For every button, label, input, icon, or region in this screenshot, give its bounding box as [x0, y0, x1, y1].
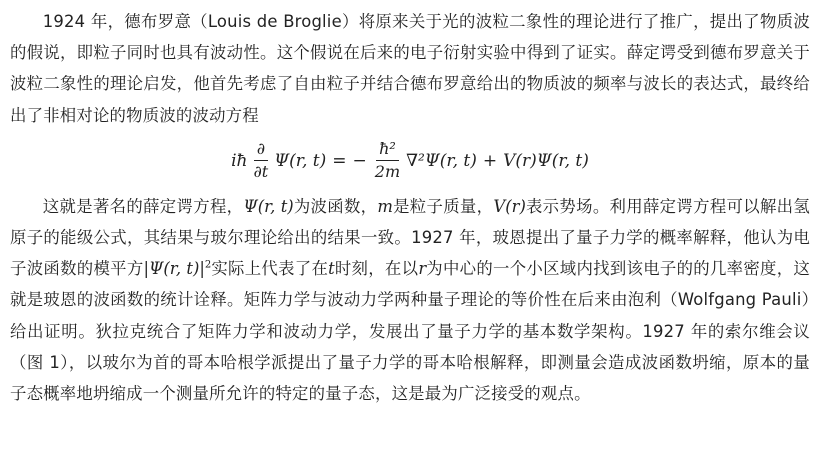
eq-equals: = [332, 150, 347, 171]
eq-wavefunction-lhs: Ψ(r, t) [274, 150, 327, 171]
eq-hbar-squared: ħ² [376, 139, 399, 161]
para2-text-5: 实际上代表了在 [211, 259, 329, 279]
eq-time-derivative-fraction [250, 139, 271, 182]
eq-two-m: 2m [374, 162, 401, 182]
para2-text-2: 为波函数， [293, 196, 378, 216]
eq-i-hbar: iħ [231, 150, 248, 171]
eq-potential-term: V(r)Ψ(r, t) [503, 150, 589, 171]
para2-text-7: 为中心的一个小区域内找到该电子的的几率密度，这就是玻恩的波函数的统计诠释。矩阵力学与波动力学两种量子理论的等价性在后来由泡利（Wolfgang Pauli）给出证明。狄拉克统合了矩阵力学和波动力学，发展出了量子力学的基本数学架构。1927 年的索尔维会议（图 1），以玻尔为首的哥本哈根学派提出了量子力学的哥本哈根解释，即测量会造成波函数坍缩，原本的量子态概率地坍缩成一个测量所允许的特定的量子态，这是最为广泛接受的观点。 [10, 259, 810, 404]
inline-wavefunction: Ψ(r, t) [243, 196, 294, 216]
eq-partial-numerator: ∂ [254, 139, 268, 161]
eq-plus: + [482, 150, 498, 171]
para2-text-3: 是粒子质量， [392, 196, 494, 216]
paragraph-explanation [10, 191, 810, 409]
schrodinger-equation [10, 131, 810, 191]
inline-potential-symbol: V(r) [493, 196, 526, 216]
para2-text-1: 这就是著名的薛定谔方程， [42, 196, 244, 216]
eq-minus: − [352, 150, 367, 171]
inline-modulus-exponent: 2 [204, 259, 212, 271]
equation-row [231, 139, 589, 182]
eq-laplacian-term: ∇²Ψ(r, t) [406, 150, 477, 171]
eq-kinetic-fraction [372, 139, 403, 182]
eq-partial-denominator: ∂t [253, 162, 269, 182]
inline-time-symbol: t [328, 259, 335, 279]
para2-text-6: 时刻，在以 [334, 259, 419, 279]
inline-mass-symbol: m [377, 196, 393, 216]
para2-text-4: 表示势场。利用薛定谔方程可以解出氢原子的能级公式，其结果与玻尔理论给出的结果一致。1927 年，玻恩提出了量子力学的概率解释，他认为电子波函数的模平方 [10, 196, 810, 279]
paragraph-intro: 1924 年，德布罗意（Louis de Broglie）将原来关于光的波粒二象性的理论进行了推广，提出了物质波的假说，即粒子同时也具有波动性。这个假说在后来的电子衍射实验中得到了证实。薛定谔受到德布罗意关于波粒二象性的理论启发，他首先考虑了自由粒子并结合德布罗意给出的物质波的频率与波长的表达式，最终给出了非相对论的物质波的波动方程 [10, 12, 810, 125]
inline-modulus-square: |Ψ(r, t)| [143, 259, 205, 279]
inline-position-symbol: r [418, 259, 427, 279]
